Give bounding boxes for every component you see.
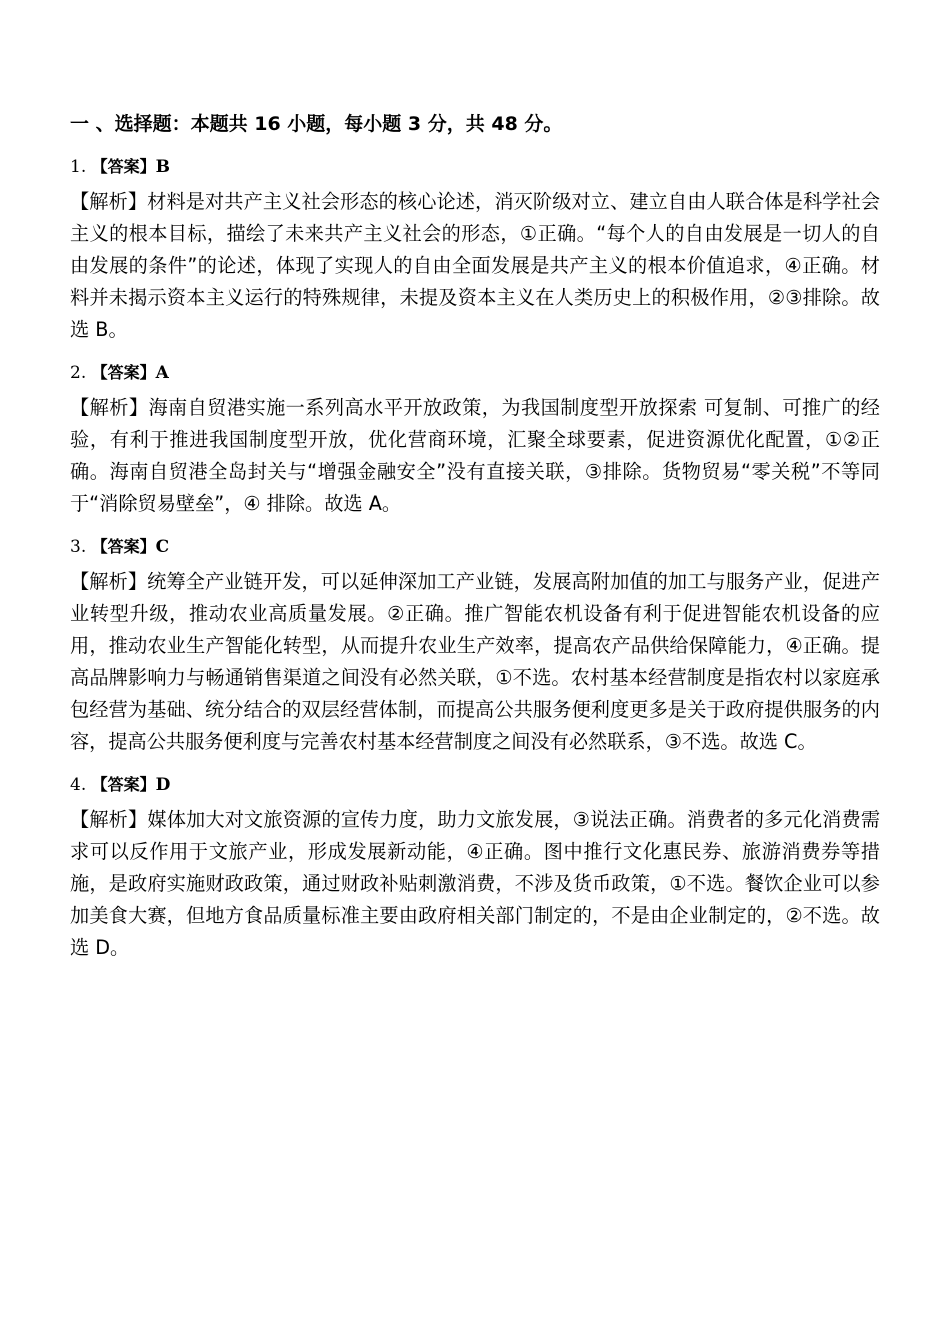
- question-4: [70, 772, 880, 964]
- question-number: 3.: [70, 537, 87, 557]
- answer-tag: 【答案】: [91, 363, 156, 382]
- question-number: 1.: [70, 157, 87, 177]
- answer-tag: 【答案】: [91, 157, 156, 176]
- explanation-text: 媒体加大对文旅资源的宣传力度，助力文旅发展，③说法正确。消费者的多元化消费需求可以反作用于文旅产业，形成发展新动能，④正确。图中推行文化惠民券、旅游消费券等措施，是政府实施财政政策，通过财政补贴刺激消费，不涉及货币政策，①不选。餐饮企业可以参加美食大赛，但地方食品质量标准主要由政府相关部门制定的，不是由企业制定的，②不选。故选 D。: [70, 808, 881, 959]
- explanation-paragraph: [70, 566, 880, 758]
- question-3: [70, 534, 880, 758]
- answer-letter: A: [155, 363, 169, 383]
- section-title: 一 、选择题：本题共 16 小题，每小题 3 分，共 48 分。: [70, 113, 563, 135]
- answer-line: [70, 360, 880, 386]
- explanation-text: 统筹全产业链开发，可以延伸深加工产业链，发展高附加值的加工与服务产业，促进产业转型升级，推动农业高质量发展。②正确。推广智能农机设备有利于促进智能农机设备的应用，推动农业生产智能化转型，从而提升农业生产效率，提高农产品供给保障能力，④正确。提高品牌影响力与畅通销售渠道之间没有必然关联，①不选。农村基本经营制度是指农村以家庭承包经营为基础、统分结合的双层经营体制，而提高公共服务便利度更多是关于政府提供服务的内容，提高公共服务便利度与完善农村基本经营制度之间没有必然联系，③不选。故选 C。: [70, 570, 881, 753]
- answer-tag: 【答案】: [91, 775, 156, 794]
- question-number: 2.: [70, 363, 87, 383]
- answer-letter: B: [155, 157, 171, 177]
- question-number: 4.: [70, 775, 87, 795]
- question-1: [70, 154, 880, 346]
- explanation-paragraph: [70, 186, 880, 346]
- answer-line: [70, 154, 880, 180]
- explanation-paragraph: [70, 392, 880, 520]
- answer-letter: C: [155, 537, 170, 557]
- analysis-tag: 【解析】: [70, 808, 148, 831]
- explanation-text: 海南自贸港实施一系列高水平开放政策，为我国制度型开放探索 可复制、可推广的经验，有利于推进我国制度型开放，优化营商环境，汇聚全球要素，促进资源优化配置，①②正确。海南自贸港全岛封关与“增强金融安全”没有直接关联，③排除。货物贸易“零关税”不等同于“消除贸易壁垒”，④ 排除。故选 A。: [70, 396, 880, 515]
- question-2: [70, 360, 880, 520]
- document-page: [70, 112, 880, 964]
- explanation-paragraph: [70, 804, 880, 964]
- answer-line: [70, 772, 880, 798]
- analysis-tag: 【解析】: [70, 190, 148, 213]
- analysis-tag: 【解析】: [70, 570, 148, 593]
- answer-line: [70, 534, 880, 560]
- analysis-tag: 【解析】: [70, 396, 149, 419]
- answer-letter: D: [155, 775, 171, 795]
- answer-tag: 【答案】: [91, 537, 156, 556]
- explanation-text: 材料是对共产主义社会形态的核心论述，消灭阶级对立、建立自由人联合体是科学社会主义的根本目标，描绘了未来共产主义社会的形态，①正确。“每个人的自由发展是一切人的自由发展的条件”的论述，体现了实现人的自由全面发展是共产主义的根本价值追求，④正确。材料并未揭示资本主义运行的特殊规律，未提及资本主义在人类历史上的积极作用，②③排除。故选 B。: [70, 190, 881, 341]
